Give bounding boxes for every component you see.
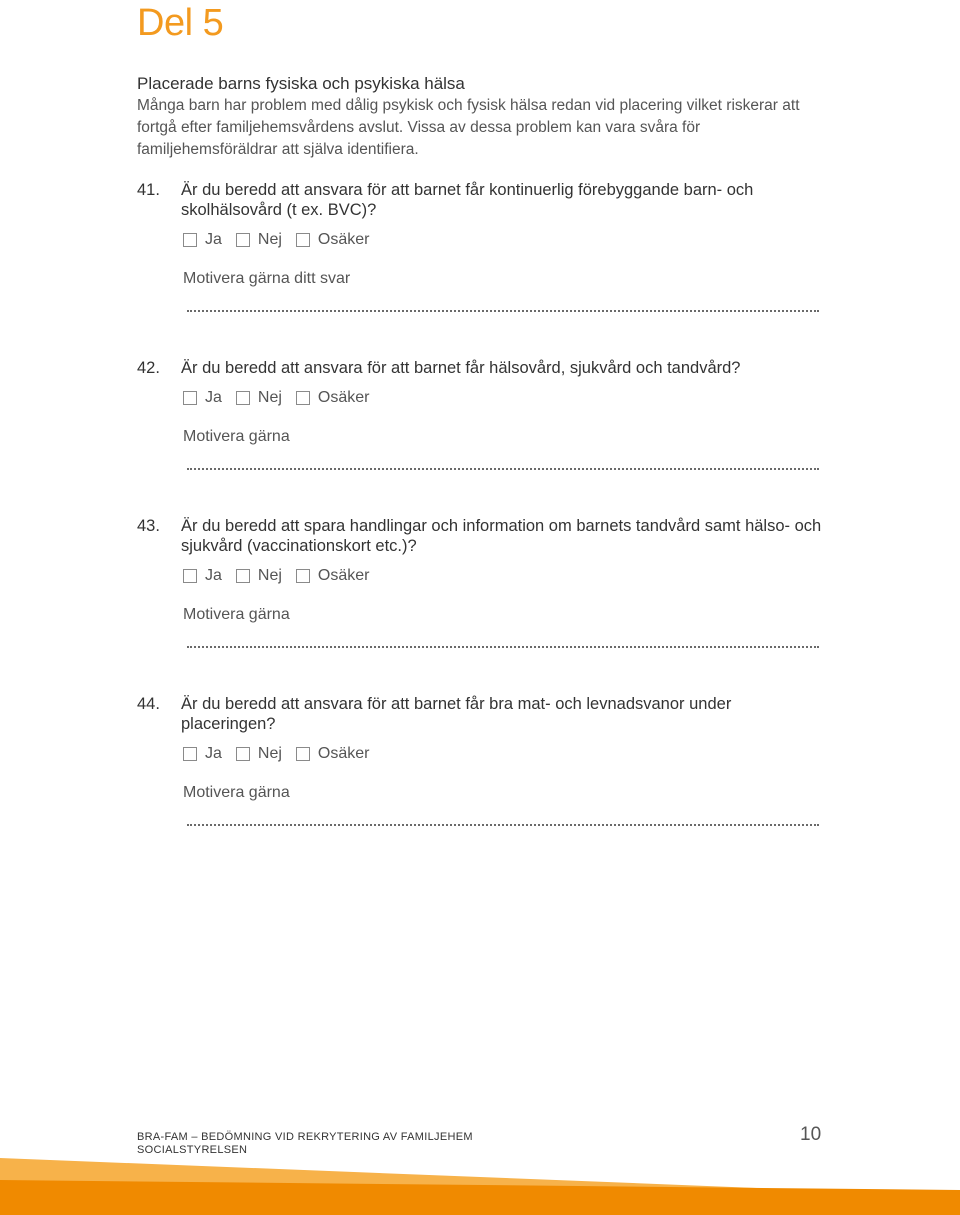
footer-publication-title: BRA-FAM – BEDÖMNING VID REKRYTERING AV FAMILJEHEM [137,1131,473,1143]
option-label: Nej [257,389,282,406]
option-ja[interactable] [183,745,222,763]
part-title: Del 5 [137,2,224,44]
intro-section [137,73,837,161]
checkbox-nej[interactable] [236,233,250,247]
option-nej[interactable] [236,567,282,585]
question-number: 42. [137,359,160,377]
motivate-label: Motivera gärna [183,784,290,801]
option-ja[interactable] [183,567,222,585]
question-number: 41. [137,181,160,199]
checkbox-ja[interactable] [183,391,197,405]
option-ja[interactable] [183,389,222,407]
footer-band-dark [0,1180,960,1215]
question-text: Är du beredd att ansvara för att barnet får kontinuerlig förebyggande barn- och skolhälsovård (t ex. BVC)? [181,181,754,219]
question-number: 43. [137,517,160,535]
answer-options [183,564,827,588]
answer-options [183,386,827,410]
checkbox-ja[interactable] [183,233,197,247]
option-nej[interactable] [236,745,282,763]
intro-body: Många barn har problem med dålig psykisk och fysisk hälsa redan vid placering vilket riskerar att fortgå efter familjehemsvårdens avslut. Vissa av dessa problem kan vara svåra för familjehemsföräldrar att själva identifiera. [137,97,800,158]
answer-options [183,228,827,252]
option-osaker[interactable] [296,745,370,763]
answer-line-input[interactable] [187,646,819,648]
option-label: Ja [205,745,222,762]
question-text: Är du beredd att ansvara för att barnet får hälsovård, sjukvård och tandvård? [181,359,741,377]
checkbox-nej[interactable] [236,747,250,761]
checkbox-nej[interactable] [236,569,250,583]
checkbox-osaker[interactable] [296,569,310,583]
option-label: Nej [257,745,282,762]
option-ja[interactable] [183,231,222,249]
option-label: Nej [257,567,282,584]
option-label: Osäker [317,231,370,248]
page-number: 10 [800,1124,822,1145]
motivate-label: Motivera gärna ditt svar [183,270,351,287]
question-text: Är du beredd att ansvara för att barnet får bra mat- och levnadsvanor under placeringen? [181,695,732,733]
option-label: Ja [205,389,222,406]
answer-line-input[interactable] [187,468,819,470]
checkbox-ja[interactable] [183,747,197,761]
option-label: Osäker [317,745,370,762]
option-osaker[interactable] [296,389,370,407]
question-42 [137,358,827,470]
footer-publisher: SOCIALSTYRELSEN [137,1144,248,1156]
question-number: 44. [137,695,160,713]
answer-options [183,742,827,766]
option-nej[interactable] [236,389,282,407]
footer-orange-band [0,1150,960,1215]
option-label: Osäker [317,567,370,584]
checkbox-osaker[interactable] [296,747,310,761]
question-41 [137,180,827,312]
option-label: Nej [257,231,282,248]
option-nej[interactable] [236,231,282,249]
question-43 [137,516,827,648]
option-osaker[interactable] [296,567,370,585]
checkbox-ja[interactable] [183,569,197,583]
question-44 [137,694,827,826]
checkbox-osaker[interactable] [296,233,310,247]
motivate-label: Motivera gärna [183,428,290,445]
option-label: Ja [205,231,222,248]
option-osaker[interactable] [296,231,370,249]
answer-line-input[interactable] [187,824,819,826]
intro-heading: Placerade barns fysiska och psykiska hälsa [137,74,465,93]
option-label: Osäker [317,389,370,406]
motivate-label: Motivera gärna [183,606,290,623]
question-text: Är du beredd att spara handlingar och information om barnets tandvård samt hälso- och sjukvård (vaccinationskort etc.)? [181,517,822,555]
checkbox-osaker[interactable] [296,391,310,405]
option-label: Ja [205,567,222,584]
checkbox-nej[interactable] [236,391,250,405]
answer-line-input[interactable] [187,310,819,312]
